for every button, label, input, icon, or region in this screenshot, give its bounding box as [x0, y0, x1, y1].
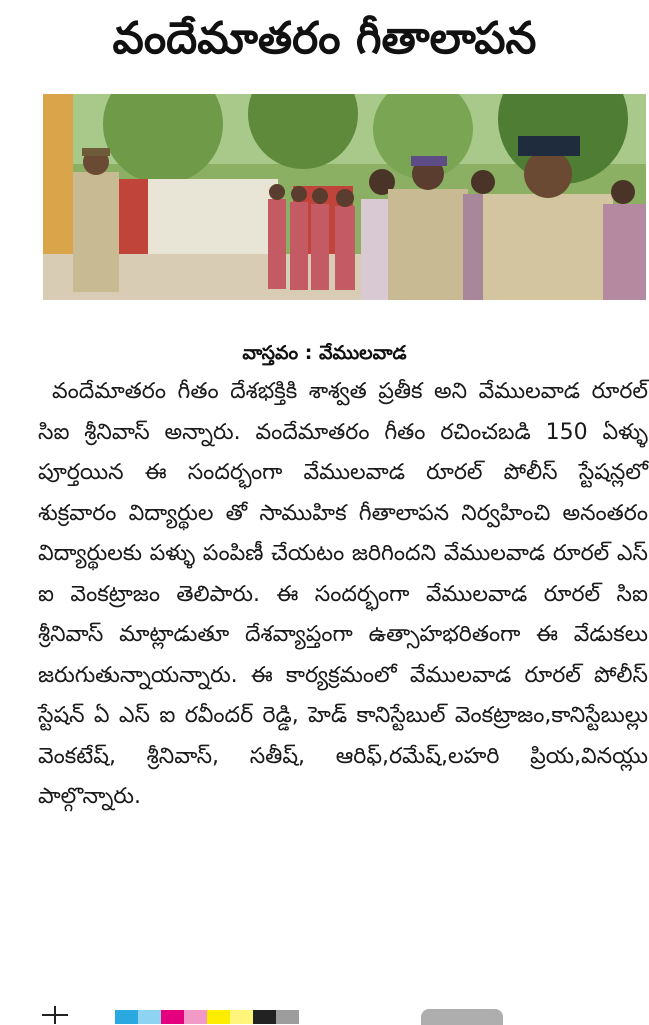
print-register-mark: [421, 1009, 503, 1025]
article-body: [38, 372, 648, 818]
color-swatch: [184, 1010, 207, 1024]
print-color-bar: [115, 1010, 299, 1024]
color-swatch: [161, 1010, 184, 1024]
dateline: వాస్తవం : వేములవాడ: [242, 342, 407, 364]
news-photo: [43, 94, 646, 300]
article-body-text: వందేమాతరం గీతం దేశభక్తికి శాశ్వత ప్రతీక అని వేములవాడ రూరల్ సిఐ శ్రీనివాస్ అన్నారు. వందేమాతరం గీతం రచించబడి 150 ఏళ్ళు పూర్తయిన ఈ సందర్భంగా వేములవాడ రూరల్ పోలీస్ స్టేషన్లలో శుక్రవారం విద్యార్థుల తో సాముహిక గీతాలాపన నిర్వహించి అనంతరం విద్యార్థులకు పళ్ళు పంపిణీ చేయటం జరిగిందని వేములవాడ రూరల్ ఎస్ ఐ వెంకట్రాజం తెలిపారు. ఈ సందర్భంగా వేములవాడ రూరల్ సిఐ శ్రీనివాస్ మాట్లాడుతూ దేశవ్యాప్తంగా ఉత్సాహభరితంగా ఈ వేడుకలు జరుగుతున్నాయన్నారు. ఈ కార్యక్రమంలో వేములవాడ రూరల్ పోలీస్ స్టేషన్ ఏ ఎస్ ఐ రవీందర్ రెడ్డి, హెడ్ కానిస్టేబుల్ వెంకట్రాజం,కానిస్టేబుల్లు వెంకటేష్, శ్రీనివాస్, సతీష్, ఆరిఫ్,రమేష్,లహరి ప్రియ,వినయ్లు పాల్గొన్నారు.: [38, 379, 648, 809]
color-swatch: [115, 1010, 138, 1024]
color-swatch: [138, 1010, 161, 1024]
color-swatch: [230, 1010, 253, 1024]
color-swatch: [253, 1010, 276, 1024]
color-swatch: [276, 1010, 299, 1024]
crop-mark: [42, 1006, 68, 1024]
headline: వందేమాతరం గీతాలాపన: [112, 13, 537, 64]
color-swatch: [207, 1010, 230, 1024]
